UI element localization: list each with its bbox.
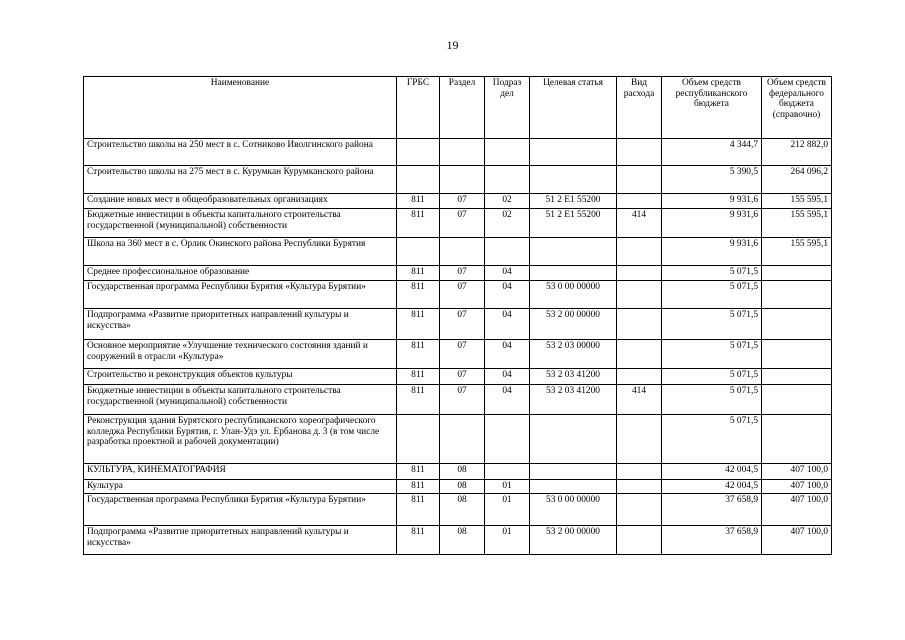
cell-razdel: 07 bbox=[440, 281, 485, 309]
cell-grbs: 811 bbox=[397, 281, 440, 309]
cell-name: Бюджетные инвестиции в объекты капитального строительства государственной (муниципальной) собственности bbox=[84, 385, 397, 415]
cell-podrazdel bbox=[485, 139, 530, 166]
cell-obem-fed bbox=[762, 281, 832, 309]
cell-celevaya-statya: 51 2 E1 55200 bbox=[530, 209, 617, 238]
cell-obem-fed: 155 595,1 bbox=[762, 238, 832, 266]
cell-razdel: 07 bbox=[440, 369, 485, 385]
cell-celevaya-statya: 53 2 03 00000 bbox=[530, 340, 617, 369]
cell-podrazdel: 04 bbox=[485, 281, 530, 309]
table-row bbox=[84, 166, 832, 194]
cell-name: Бюджетные инвестиции в объекты капитального строительства государственной (муниципальной) собственности bbox=[84, 209, 397, 238]
cell-razdel: 07 bbox=[440, 340, 485, 369]
cell-podrazdel: 01 bbox=[485, 494, 530, 526]
cell-name: Подпрограмма «Развитие приоритетных направлений культуры и искусства» bbox=[84, 309, 397, 340]
cell-podrazdel bbox=[485, 415, 530, 464]
header-obem-fed: Объем средств федерального бюджета (справочно) bbox=[762, 77, 832, 139]
cell-vid-rashoda bbox=[617, 526, 662, 555]
cell-obem-fed: 407 100,0 bbox=[762, 480, 832, 494]
cell-obem-resp: 9 931,6 bbox=[662, 238, 762, 266]
cell-obem-fed bbox=[762, 340, 832, 369]
cell-celevaya-statya bbox=[530, 266, 617, 281]
cell-obem-resp: 5 071,5 bbox=[662, 369, 762, 385]
cell-grbs bbox=[397, 415, 440, 464]
table-row bbox=[84, 194, 832, 209]
table-row bbox=[84, 415, 832, 464]
cell-name: Культура bbox=[84, 480, 397, 494]
cell-name: Создание новых мест в общеобразовательных организациях bbox=[84, 194, 397, 209]
cell-vid-rashoda bbox=[617, 464, 662, 480]
cell-grbs: 811 bbox=[397, 340, 440, 369]
cell-razdel: 07 bbox=[440, 209, 485, 238]
cell-obem-resp: 9 931,6 bbox=[662, 194, 762, 209]
cell-obem-fed: 407 100,0 bbox=[762, 494, 832, 526]
cell-vid-rashoda bbox=[617, 139, 662, 166]
cell-vid-rashoda: 414 bbox=[617, 385, 662, 415]
cell-obem-fed bbox=[762, 369, 832, 385]
cell-obem-resp: 37 658,9 bbox=[662, 526, 762, 555]
cell-name: Государственная программа Республики Бурятия «Культура Бурятии» bbox=[84, 281, 397, 309]
cell-obem-resp: 5 071,5 bbox=[662, 266, 762, 281]
table-row bbox=[84, 526, 832, 555]
cell-celevaya-statya: 51 2 E1 55200 bbox=[530, 194, 617, 209]
cell-grbs: 811 bbox=[397, 266, 440, 281]
cell-celevaya-statya: 53 0 00 00000 bbox=[530, 281, 617, 309]
cell-celevaya-statya: 53 2 00 00000 bbox=[530, 526, 617, 555]
table-row bbox=[84, 238, 832, 266]
cell-vid-rashoda bbox=[617, 369, 662, 385]
cell-name: Строительство школы на 275 мест в с. Курумкан Курумканского района bbox=[84, 166, 397, 194]
header-celevaya-statya: Целевая статья bbox=[530, 77, 617, 139]
table-row bbox=[84, 494, 832, 526]
cell-vid-rashoda bbox=[617, 494, 662, 526]
table-row bbox=[84, 266, 832, 281]
page-number: 19 bbox=[446, 38, 459, 52]
cell-grbs: 811 bbox=[397, 526, 440, 555]
cell-celevaya-statya bbox=[530, 480, 617, 494]
cell-name: Основное мероприятие «Улучшение технического состояния зданий и сооружений в отрасли «Культура» bbox=[84, 340, 397, 369]
cell-obem-fed bbox=[762, 385, 832, 415]
table-row bbox=[84, 309, 832, 340]
cell-podrazdel: 02 bbox=[485, 194, 530, 209]
cell-podrazdel: 04 bbox=[485, 385, 530, 415]
table-row bbox=[84, 340, 832, 369]
cell-grbs: 811 bbox=[397, 385, 440, 415]
cell-name: Строительство школы на 250 мест в с. Сотниково Иволгинского района bbox=[84, 139, 397, 166]
cell-grbs: 811 bbox=[397, 480, 440, 494]
header-vid-rashoda: Вид расхода bbox=[617, 77, 662, 139]
cell-grbs: 811 bbox=[397, 309, 440, 340]
header-name: Наименование bbox=[84, 77, 397, 139]
cell-obem-resp: 42 004,5 bbox=[662, 480, 762, 494]
cell-celevaya-statya: 53 2 03 41200 bbox=[530, 369, 617, 385]
cell-razdel: 08 bbox=[440, 480, 485, 494]
cell-grbs: 811 bbox=[397, 369, 440, 385]
table-row bbox=[84, 281, 832, 309]
header-grbs: ГРБС bbox=[397, 77, 440, 139]
cell-celevaya-statya: 53 2 00 00000 bbox=[530, 309, 617, 340]
cell-grbs bbox=[397, 238, 440, 266]
cell-celevaya-statya bbox=[530, 415, 617, 464]
cell-grbs bbox=[397, 139, 440, 166]
cell-grbs: 811 bbox=[397, 194, 440, 209]
cell-obem-resp: 9 931,6 bbox=[662, 209, 762, 238]
cell-celevaya-statya: 53 2 03 41200 bbox=[530, 385, 617, 415]
cell-obem-resp: 5 071,5 bbox=[662, 415, 762, 464]
cell-celevaya-statya bbox=[530, 464, 617, 480]
cell-obem-resp: 5 071,5 bbox=[662, 340, 762, 369]
cell-podrazdel bbox=[485, 238, 530, 266]
cell-obem-fed bbox=[762, 415, 832, 464]
cell-razdel: 08 bbox=[440, 526, 485, 555]
cell-podrazdel: 01 bbox=[485, 526, 530, 555]
cell-razdel: 07 bbox=[440, 194, 485, 209]
header-podrazdel: Подраз дел bbox=[485, 77, 530, 139]
cell-vid-rashoda bbox=[617, 309, 662, 340]
table-row bbox=[84, 480, 832, 494]
cell-podrazdel: 04 bbox=[485, 340, 530, 369]
cell-name: Подпрограмма «Развитие приоритетных направлений культуры и искусства» bbox=[84, 526, 397, 555]
cell-razdel: 08 bbox=[440, 494, 485, 526]
cell-razdel bbox=[440, 238, 485, 266]
cell-name: Строительство и реконструкция объектов культуры bbox=[84, 369, 397, 385]
cell-obem-resp: 5 071,5 bbox=[662, 385, 762, 415]
table-row bbox=[84, 464, 832, 480]
cell-vid-rashoda bbox=[617, 480, 662, 494]
cell-vid-rashoda bbox=[617, 415, 662, 464]
cell-obem-resp: 4 344,7 bbox=[662, 139, 762, 166]
cell-razdel bbox=[440, 139, 485, 166]
table-header-row bbox=[84, 77, 832, 139]
cell-name: Государственная программа Республики Бурятия «Культура Бурятии» bbox=[84, 494, 397, 526]
cell-celevaya-statya bbox=[530, 166, 617, 194]
table-row bbox=[84, 209, 832, 238]
cell-podrazdel: 04 bbox=[485, 266, 530, 281]
cell-obem-fed: 264 096,2 bbox=[762, 166, 832, 194]
cell-razdel: 07 bbox=[440, 266, 485, 281]
table-row bbox=[84, 369, 832, 385]
cell-razdel: 08 bbox=[440, 464, 485, 480]
cell-razdel bbox=[440, 415, 485, 464]
cell-obem-resp: 37 658,9 bbox=[662, 494, 762, 526]
table-row bbox=[84, 385, 832, 415]
cell-vid-rashoda bbox=[617, 266, 662, 281]
cell-podrazdel: 02 bbox=[485, 209, 530, 238]
cell-obem-resp: 5 390,5 bbox=[662, 166, 762, 194]
cell-celevaya-statya bbox=[530, 238, 617, 266]
cell-vid-rashoda bbox=[617, 238, 662, 266]
cell-vid-rashoda: 414 bbox=[617, 209, 662, 238]
cell-grbs bbox=[397, 166, 440, 194]
cell-grbs: 811 bbox=[397, 209, 440, 238]
cell-obem-resp: 5 071,5 bbox=[662, 281, 762, 309]
cell-obem-fed: 407 100,0 bbox=[762, 464, 832, 480]
cell-razdel: 07 bbox=[440, 385, 485, 415]
cell-obem-fed: 407 100,0 bbox=[762, 526, 832, 555]
cell-podrazdel: 01 bbox=[485, 480, 530, 494]
cell-celevaya-statya: 53 0 00 00000 bbox=[530, 494, 617, 526]
cell-obem-fed: 155 595,1 bbox=[762, 209, 832, 238]
cell-celevaya-statya bbox=[530, 139, 617, 166]
cell-obem-fed: 212 882,0 bbox=[762, 139, 832, 166]
cell-grbs: 811 bbox=[397, 494, 440, 526]
cell-obem-fed bbox=[762, 309, 832, 340]
table-row bbox=[84, 139, 832, 166]
cell-podrazdel: 04 bbox=[485, 369, 530, 385]
cell-razdel: 07 bbox=[440, 309, 485, 340]
cell-podrazdel: 04 bbox=[485, 309, 530, 340]
cell-razdel bbox=[440, 166, 485, 194]
cell-vid-rashoda bbox=[617, 340, 662, 369]
cell-obem-resp: 5 071,5 bbox=[662, 309, 762, 340]
header-obem-resp: Объем средств республиканского бюджета bbox=[662, 77, 762, 139]
budget-table bbox=[83, 76, 832, 555]
cell-obem-fed: 155 595,1 bbox=[762, 194, 832, 209]
cell-vid-rashoda bbox=[617, 281, 662, 309]
cell-name: КУЛЬТУРА, КИНЕМАТОГРАФИЯ bbox=[84, 464, 397, 480]
cell-name: Среднее профессиональное образование bbox=[84, 266, 397, 281]
cell-podrazdel bbox=[485, 464, 530, 480]
cell-name: Реконструкция здания Бурятского республиканского хореографического колледжа Республики Бурятия, г. Улан-Удэ ул. Ербанова д. 3 (в том числе разработка проектной и рабочей документации) bbox=[84, 415, 397, 464]
cell-grbs: 811 bbox=[397, 464, 440, 480]
cell-obem-resp: 42 004,5 bbox=[662, 464, 762, 480]
cell-name: Школа на 360 мест в с. Орлик Окинского района Республики Бурятия bbox=[84, 238, 397, 266]
cell-vid-rashoda bbox=[617, 166, 662, 194]
header-razdel: Раздел bbox=[440, 77, 485, 139]
cell-podrazdel bbox=[485, 166, 530, 194]
cell-vid-rashoda bbox=[617, 194, 662, 209]
cell-obem-fed bbox=[762, 266, 832, 281]
